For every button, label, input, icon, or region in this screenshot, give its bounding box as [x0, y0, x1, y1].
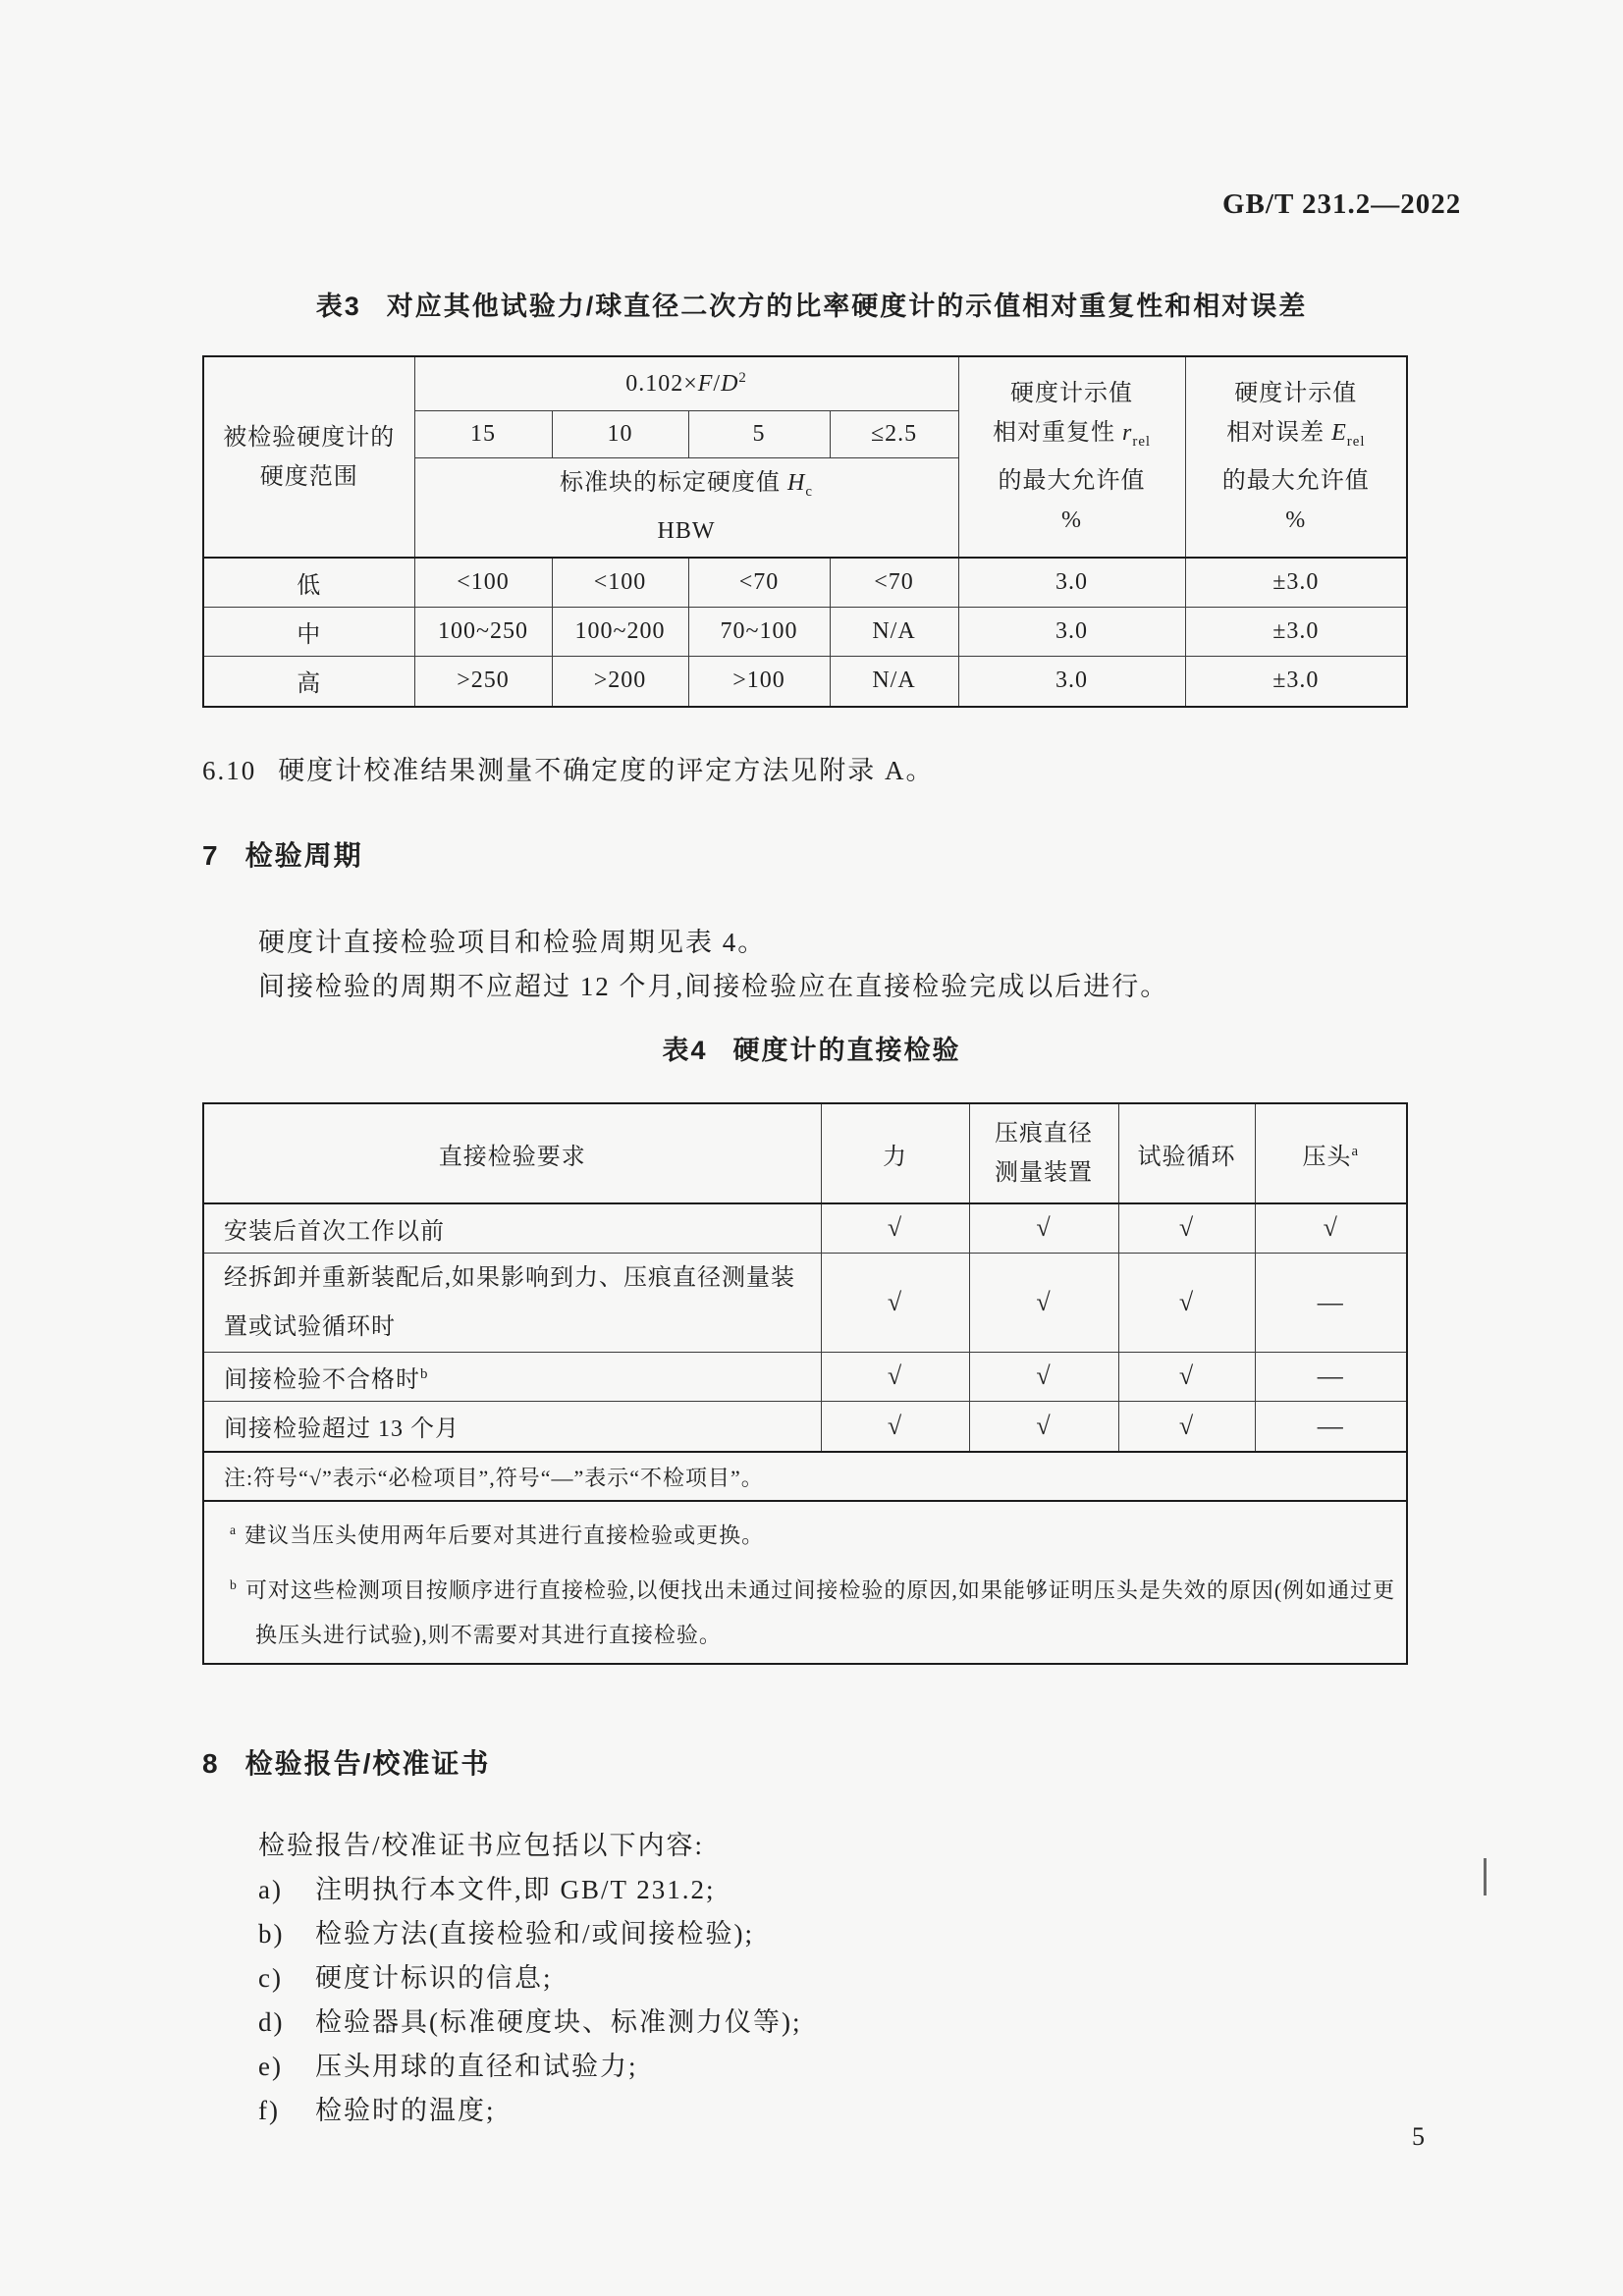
margin-revision-mark: [1484, 1858, 1487, 1896]
item-marker: c): [258, 1963, 283, 1993]
table-row: [203, 607, 1407, 656]
value-cell: <70: [830, 558, 958, 607]
table4: [202, 1102, 1408, 1665]
table-row: [203, 1352, 1407, 1401]
device-cell: √: [969, 1253, 1118, 1352]
section7-heading: [202, 834, 363, 874]
block-symbol-sub: c: [805, 484, 813, 501]
range-cell: 高: [203, 656, 414, 707]
force-cell: √: [821, 1253, 969, 1352]
cycle-cell: √: [1118, 1352, 1255, 1401]
section8-number: 8: [202, 1748, 220, 1779]
ratio-col-10: 10: [552, 410, 688, 457]
formula-F: F: [697, 370, 714, 397]
footnote-b: [210, 1563, 1400, 1656]
formula-prefix: 0.102×: [625, 370, 698, 397]
table3-repeatability-header: [958, 356, 1185, 558]
rep-cell: 3.0: [958, 558, 1185, 607]
ratio-col-5: 5: [688, 410, 830, 457]
table-row: [203, 1253, 1407, 1352]
list-item: [258, 2001, 801, 2039]
table4-req-header: 直接检验要求: [203, 1103, 821, 1203]
indenter-cell: —: [1255, 1401, 1407, 1452]
device-cell: √: [969, 1203, 1118, 1253]
item-marker: b): [258, 1919, 285, 1949]
rep-header-line1: 硬度计示值: [1010, 381, 1134, 407]
table-row: [203, 558, 1407, 607]
item-marker: d): [258, 2007, 285, 2037]
table4-title-text: 硬度计的直接检验: [732, 1036, 961, 1065]
table4-note: 注:符号“√”表示“必检项目”,符号“—”表示“不检项目”。: [203, 1452, 1407, 1501]
table4-title: [0, 1029, 1623, 1067]
value-cell: 70~100: [688, 607, 830, 656]
err-symbol-sub: rel: [1346, 433, 1366, 450]
err-header-line3: 的最大允许值: [1221, 467, 1370, 494]
rep-symbol-sub: rel: [1132, 433, 1152, 450]
section8-para: 检验报告/校准证书应包括以下内容:: [258, 1831, 705, 1860]
block-header-line2: HBW: [657, 518, 716, 545]
ratio-col-15: 15: [414, 410, 552, 457]
footnote-a: [210, 1508, 1400, 1557]
table3-formula-cell: [414, 356, 958, 410]
req-text: 经拆卸并重新装配后,如果影响到力、压痕直径测量装置或试验循环时: [224, 1264, 795, 1340]
table3-title-label: 表3: [315, 292, 361, 321]
err-cell: ±3.0: [1185, 558, 1407, 607]
footnote-a-text: 建议当压头使用两年后要对其进行直接检验或更换。: [244, 1522, 765, 1548]
table3: [202, 355, 1408, 708]
value-cell: <100: [552, 558, 688, 607]
table4-cycle-header: 试验循环: [1118, 1103, 1255, 1203]
table4-title-label: 表4: [662, 1036, 708, 1065]
list-item: [258, 2045, 638, 2083]
item-marker: f): [258, 2096, 280, 2125]
value-cell: 100~200: [552, 607, 688, 656]
section8-heading: [202, 1742, 490, 1782]
indenter-label: 压头: [1302, 1144, 1352, 1170]
err-cell: ±3.0: [1185, 656, 1407, 707]
section7-number: 7: [202, 840, 220, 871]
item-text: 检验方法(直接检验和/或间接检验);: [315, 1919, 754, 1949]
table-row: [203, 1401, 1407, 1452]
req-cell: [203, 1253, 821, 1352]
rep-header-line4: %: [1061, 507, 1083, 533]
value-cell: >100: [688, 656, 830, 707]
list-item: [258, 1868, 716, 1906]
doc-code-header: GB/T 231.2—2022: [1222, 188, 1462, 220]
value-cell: <70: [688, 558, 830, 607]
value-cell: <100: [414, 558, 552, 607]
indenter-cell: √: [1255, 1203, 1407, 1253]
req-cell: [203, 1352, 821, 1401]
block-symbol: H: [787, 470, 806, 497]
table3-block-header: [414, 457, 958, 558]
table-row: [203, 656, 1407, 707]
table4-device-header: [969, 1103, 1118, 1203]
page-number: 5: [1412, 2122, 1425, 2151]
device-cell: √: [969, 1352, 1118, 1401]
section7-para2: 间接检验的周期不应超过 12 个月,间接检验应在直接检验完成以后进行。: [258, 972, 1169, 1001]
force-cell: √: [821, 1203, 969, 1253]
device-cell: √: [969, 1401, 1118, 1452]
table4-footnotes: [203, 1501, 1407, 1664]
err-symbol: E: [1331, 420, 1347, 447]
list-item: [258, 1956, 553, 1995]
rep-header-line2: [965, 413, 1179, 461]
list-item: [258, 1912, 754, 1950]
req-cell: [203, 1401, 821, 1452]
table4-indenter-header: [1255, 1103, 1407, 1203]
item-text: 注明执行本文件,即 GB/T 231.2;: [315, 1875, 716, 1904]
formula-D: D: [721, 370, 739, 397]
device-header-line1: 压痕直径: [995, 1121, 1093, 1147]
clause-text: 硬度计校准结果测量不确定度的评定方法见附录 A。: [278, 756, 935, 785]
err-header-line4: %: [1285, 507, 1307, 533]
value-cell: 100~250: [414, 607, 552, 656]
table3-title-text: 对应其他试验力/球直径二次方的比率硬度计的示值相对重复性和相对误差: [386, 292, 1308, 321]
footnote-a-mark: a: [230, 1522, 238, 1537]
block-header-line1: [421, 463, 952, 511]
err-header-line1: 硬度计示值: [1234, 381, 1358, 407]
req-text: 间接检验不合格时: [224, 1366, 420, 1393]
table3-error-header: [1185, 356, 1407, 558]
cycle-cell: √: [1118, 1253, 1255, 1352]
clause-6-10: [202, 749, 935, 787]
err-header-label: 相对误差: [1226, 420, 1332, 447]
item-text: 压头用球的直径和试验力;: [315, 2052, 638, 2081]
range-cell: 低: [203, 558, 414, 607]
section7-title: 检验周期: [244, 840, 363, 871]
table3-title: [0, 285, 1623, 323]
table-row: [203, 1203, 1407, 1253]
item-marker: e): [258, 2052, 283, 2081]
req-footnote-mark: b: [420, 1365, 429, 1382]
force-cell: √: [821, 1401, 969, 1452]
table3-range-header: [203, 356, 414, 558]
block-header-label: 标准块的标定硬度值: [560, 470, 788, 497]
cycle-cell: √: [1118, 1203, 1255, 1253]
value-cell: >200: [552, 656, 688, 707]
range-header-line1: 被检验硬度计的: [223, 424, 396, 451]
table4-force-header: 力: [821, 1103, 969, 1203]
err-cell: ±3.0: [1185, 607, 1407, 656]
range-header-line2: 硬度范围: [259, 463, 358, 490]
req-text: 间接检验超过 13 个月: [224, 1416, 460, 1443]
req-cell: [203, 1203, 821, 1253]
footnote-b-text: 可对这些检测项目按顺序进行直接检验,以便找出未通过间接检验的原因,如果能够证明压头是失效的原因(例如通过更换压头进行试验),则不需要对其进行直接检验。: [244, 1577, 1396, 1647]
item-text: 检验器具(标准硬度块、标准测力仪等);: [315, 2007, 802, 2037]
list-item: [258, 2089, 496, 2127]
indenter-cell: —: [1255, 1253, 1407, 1352]
rep-symbol: r: [1122, 420, 1133, 447]
req-text: 安装后首次工作以前: [224, 1218, 445, 1245]
item-text: 硬度计标识的信息;: [315, 1963, 553, 1993]
indenter-footnote-mark: a: [1351, 1143, 1360, 1159]
range-cell: 中: [203, 607, 414, 656]
cycle-cell: √: [1118, 1401, 1255, 1452]
value-cell: N/A: [830, 656, 958, 707]
rep-cell: 3.0: [958, 656, 1185, 707]
rep-header-label: 相对重复性: [993, 420, 1123, 447]
clause-number: 6.10: [202, 756, 257, 785]
value-cell: >250: [414, 656, 552, 707]
formula-slash: /: [713, 370, 722, 397]
err-header-line2: [1192, 413, 1401, 461]
rep-cell: 3.0: [958, 607, 1185, 656]
footnote-b-mark: b: [230, 1577, 238, 1593]
section8-title: 检验报告/校准证书: [244, 1748, 491, 1779]
indenter-cell: —: [1255, 1352, 1407, 1401]
force-cell: √: [821, 1352, 969, 1401]
item-text: 检验时的温度;: [315, 2096, 496, 2125]
section7-para1: 硬度计直接检验项目和检验周期见表 4。: [258, 928, 767, 957]
ratio-col-2.5: ≤2.5: [830, 410, 958, 457]
device-header-line2: 测量装置: [995, 1160, 1093, 1186]
value-cell: N/A: [830, 607, 958, 656]
formula-exp: 2: [738, 369, 747, 386]
rep-header-line3: 的最大允许值: [998, 467, 1146, 494]
item-marker: a): [258, 1875, 283, 1904]
